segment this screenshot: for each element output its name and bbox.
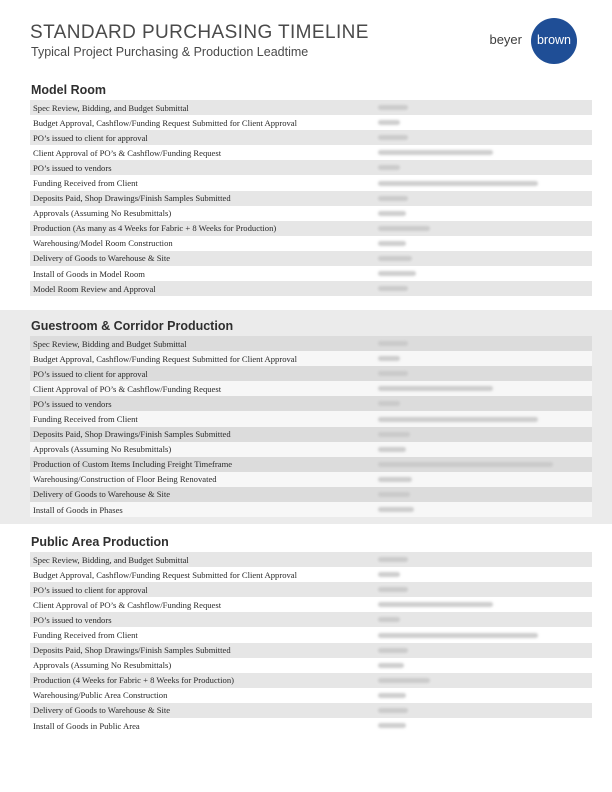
table-row: [30, 567, 592, 582]
blurred-duration: [378, 462, 553, 467]
table-row: [30, 502, 592, 517]
section-title: Model Room: [31, 83, 106, 97]
task-label: Install of Goods in Public Area: [33, 720, 140, 731]
timeline-table: [30, 552, 592, 733]
logo-word-left: beyer: [489, 32, 522, 47]
task-label: Warehousing/Public Area Construction: [33, 690, 168, 701]
table-row: [30, 582, 592, 597]
blurred-duration: [378, 241, 406, 246]
blurred-duration: [378, 401, 400, 406]
blurred-duration: [378, 386, 493, 391]
duration-cell: [373, 251, 412, 266]
duration-cell: [373, 688, 406, 703]
table-row: [30, 658, 592, 673]
duration-cell: [373, 100, 408, 115]
table-row: [30, 221, 592, 236]
section-model-room: [0, 78, 612, 300]
blurred-duration: [378, 226, 430, 231]
blurred-duration: [378, 135, 408, 140]
table-row: [30, 703, 592, 718]
task-label: Funding Received from Client: [33, 414, 138, 425]
table-row: [30, 336, 592, 351]
task-label: Delivery of Goods to Warehouse & Site: [33, 705, 171, 716]
duration-cell: [373, 266, 416, 281]
table-row: [30, 351, 592, 366]
table-row: [30, 643, 592, 658]
task-label: Production of Custom Items Including Freight Timeframe: [33, 459, 233, 470]
task-label: Client Approval of PO’s & Cashflow/Funding Request: [33, 599, 222, 610]
blurred-duration: [378, 602, 493, 607]
blurred-duration: [378, 723, 406, 728]
table-row: [30, 457, 592, 472]
task-label: Model Room Review and Approval: [33, 283, 156, 294]
task-label: Budget Approval, Cashflow/Funding Request Submitted for Client Approval: [33, 353, 298, 364]
duration-cell: [373, 221, 430, 236]
blurred-duration: [378, 678, 430, 683]
duration-cell: [373, 351, 400, 366]
blurred-duration: [378, 507, 414, 512]
task-label: PO’s issued to vendors: [33, 398, 112, 409]
blurred-duration: [378, 341, 408, 346]
duration-cell: [373, 582, 408, 597]
blurred-duration: [378, 648, 408, 653]
duration-cell: [373, 703, 408, 718]
blurred-duration: [378, 286, 408, 291]
task-label: Client Approval of PO’s & Cashflow/Funding Request: [33, 383, 222, 394]
table-row: [30, 627, 592, 642]
task-label: Production (4 Weeks for Fabric + 8 Weeks for Production): [33, 675, 234, 686]
timeline-table: [30, 336, 592, 517]
section-public-area: [0, 530, 612, 740]
table-row: [30, 281, 592, 296]
task-label: Budget Approval, Cashflow/Funding Request Submitted for Client Approval: [33, 117, 298, 128]
table-row: [30, 100, 592, 115]
table-row: [30, 472, 592, 487]
blurred-duration: [378, 617, 400, 622]
task-label: Warehousing/Model Room Construction: [33, 238, 173, 249]
blurred-duration: [378, 587, 408, 592]
blurred-duration: [378, 477, 412, 482]
duration-cell: [373, 115, 400, 130]
duration-cell: [373, 442, 406, 457]
table-row: [30, 236, 592, 251]
blurred-duration: [378, 417, 538, 422]
task-label: Budget Approval, Cashflow/Funding Request Submitted for Client Approval: [33, 569, 298, 580]
duration-cell: [373, 130, 408, 145]
section-title: Public Area Production: [31, 535, 169, 549]
task-label: Install of Goods in Model Room: [33, 268, 145, 279]
table-row: [30, 552, 592, 567]
table-row: [30, 191, 592, 206]
company-logo: [477, 18, 577, 64]
blurred-duration: [378, 371, 408, 376]
blurred-duration: [378, 572, 400, 577]
table-row: [30, 411, 592, 426]
task-label: Spec Review, Bidding, and Budget Submittal: [33, 102, 189, 113]
task-label: Deposits Paid, Shop Drawings/Finish Samples Submitted: [33, 645, 231, 656]
section-title: Guestroom & Corridor Production: [31, 319, 234, 333]
blurred-duration: [378, 211, 406, 216]
table-row: [30, 175, 592, 190]
blurred-duration: [378, 120, 400, 125]
duration-cell: [373, 457, 553, 472]
table-row: [30, 145, 592, 160]
table-row: [30, 487, 592, 502]
section-guestroom-corridor: [0, 310, 612, 524]
table-row: [30, 396, 592, 411]
timeline-table: [30, 100, 592, 296]
duration-cell: [373, 336, 408, 351]
page-header: [30, 22, 590, 70]
task-label: Deposits Paid, Shop Drawings/Finish Samples Submitted: [33, 193, 231, 204]
task-label: Install of Goods in Phases: [33, 504, 123, 515]
table-row: [30, 130, 592, 145]
blurred-duration: [378, 196, 408, 201]
duration-cell: [373, 658, 404, 673]
duration-cell: [373, 396, 400, 411]
duration-cell: [373, 627, 538, 642]
blurred-duration: [378, 165, 400, 170]
duration-cell: [373, 145, 493, 160]
task-label: PO’s issued to vendors: [33, 614, 112, 625]
task-label: Funding Received from Client: [33, 178, 138, 189]
blurred-duration: [378, 432, 410, 437]
duration-cell: [373, 612, 400, 627]
blurred-duration: [378, 557, 408, 562]
blurred-duration: [378, 150, 493, 155]
duration-cell: [373, 175, 538, 190]
duration-cell: [373, 487, 410, 502]
blurred-duration: [378, 181, 538, 186]
task-label: Delivery of Goods to Warehouse & Site: [33, 489, 171, 500]
task-label: Production (As many as 4 Weeks for Fabric + 8 Weeks for Production): [33, 223, 277, 234]
table-row: [30, 115, 592, 130]
table-row: [30, 597, 592, 612]
table-row: [30, 442, 592, 457]
task-label: Spec Review, Bidding and Budget Submittal: [33, 338, 187, 349]
duration-cell: [373, 411, 538, 426]
blurred-duration: [378, 356, 400, 361]
blurred-duration: [378, 492, 410, 497]
duration-cell: [373, 427, 410, 442]
duration-cell: [373, 191, 408, 206]
document-subtitle: Typical Project Purchasing & Production Leadtime: [31, 45, 309, 59]
table-row: [30, 160, 592, 175]
duration-cell: [373, 206, 406, 221]
task-label: Spec Review, Bidding, and Budget Submittal: [33, 554, 189, 565]
task-label: PO’s issued to client for approval: [33, 584, 148, 595]
task-label: Funding Received from Client: [33, 630, 138, 641]
duration-cell: [373, 160, 400, 175]
table-row: [30, 366, 592, 381]
duration-cell: [373, 472, 412, 487]
blurred-duration: [378, 105, 408, 110]
blurred-duration: [378, 256, 412, 261]
task-label: PO’s issued to client for approval: [33, 368, 148, 379]
task-label: Approvals (Assuming No Resubmittals): [33, 660, 172, 671]
table-row: [30, 427, 592, 442]
duration-cell: [373, 502, 414, 517]
task-label: Approvals (Assuming No Resubmittals): [33, 208, 172, 219]
task-label: Client Approval of PO’s & Cashflow/Funding Request: [33, 147, 222, 158]
task-label: Delivery of Goods to Warehouse & Site: [33, 253, 171, 264]
table-row: [30, 381, 592, 396]
task-label: Warehousing/Construction of Floor Being Renovated: [33, 474, 217, 485]
duration-cell: [373, 673, 430, 688]
duration-cell: [373, 381, 493, 396]
table-row: [30, 718, 592, 733]
task-label: PO’s issued to vendors: [33, 162, 112, 173]
table-row: [30, 251, 592, 266]
blurred-duration: [378, 693, 406, 698]
duration-cell: [373, 597, 493, 612]
table-row: [30, 206, 592, 221]
logo-word-right: brown: [536, 33, 572, 47]
task-label: Deposits Paid, Shop Drawings/Finish Samples Submitted: [33, 429, 231, 440]
duration-cell: [373, 552, 408, 567]
table-row: [30, 688, 592, 703]
blurred-duration: [378, 663, 404, 668]
duration-cell: [373, 366, 408, 381]
blurred-duration: [378, 271, 416, 276]
task-label: PO’s issued to client for approval: [33, 132, 148, 143]
table-row: [30, 266, 592, 281]
task-label: Approvals (Assuming No Resubmittals): [33, 444, 172, 455]
table-row: [30, 673, 592, 688]
blurred-duration: [378, 633, 538, 638]
duration-cell: [373, 236, 406, 251]
duration-cell: [373, 643, 408, 658]
logo-circle: [531, 18, 577, 64]
blurred-duration: [378, 447, 406, 452]
duration-cell: [373, 281, 408, 296]
document-title: STANDARD PURCHASING TIMELINE: [30, 22, 369, 43]
table-row: [30, 612, 592, 627]
blurred-duration: [378, 708, 408, 713]
duration-cell: [373, 718, 406, 733]
duration-cell: [373, 567, 400, 582]
